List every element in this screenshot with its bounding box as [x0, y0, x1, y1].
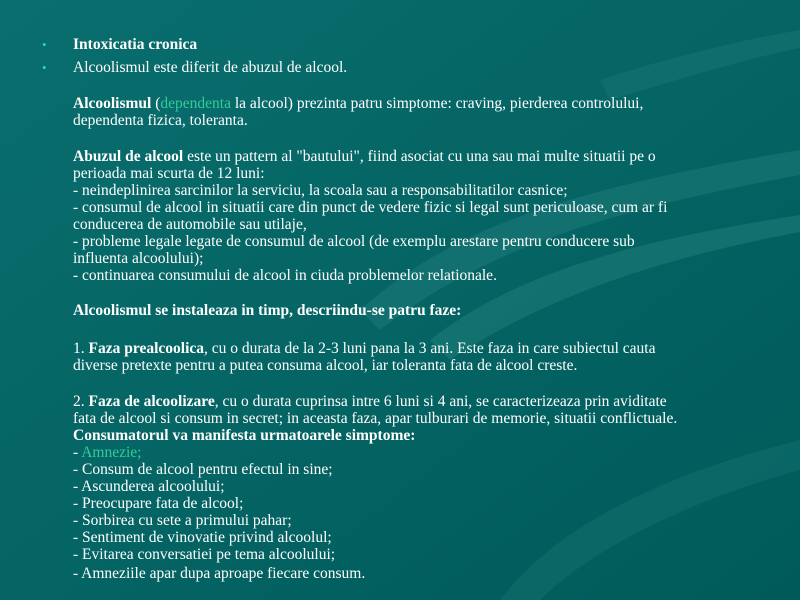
abuz-term: Abuzul de alcool: [73, 148, 184, 165]
phase1-number: 1.: [73, 340, 89, 357]
alcoolism-definition-line2: dependenta fizica, toleranta.: [73, 112, 248, 129]
abuz-line8: - continuarea consumului de alcool in ciuda problemelor relationale.: [73, 267, 497, 284]
phase1-rest: , cu o durata de la 2-3 luni pana la 3 ani. Este faza in care subiectul cauta: [204, 340, 656, 357]
phase2-term: Faza de alcoolizare: [88, 393, 215, 410]
symptom-item: - Sentiment de vinovatie privind alcoolul;: [73, 529, 332, 546]
phase1-line2: diverse pretexte pentru a putea consuma alcool, iar toleranta fata de alcool creste.: [73, 357, 578, 374]
phase1-line1: [73, 340, 655, 358]
symptom-item: - Evitarea conversatiei pe tema alcoolului;: [73, 546, 336, 563]
abuz-line4: - consumul de alcool in situatii care din punct de vedere fizic si legal sunt periculoase, cum ar fi: [73, 199, 668, 216]
bullet-dot-icon: •: [42, 37, 47, 52]
phase2-line3: Consumatorul va manifesta urmatoarele simptome:: [73, 427, 416, 444]
symptom-item: - Consum de alcool pentru efectul in sine;: [73, 461, 333, 478]
symptom-amnezie: [73, 444, 141, 462]
symptom-item: - Preocupare fata de alcool;: [73, 495, 244, 512]
bullet-dot-icon: •: [42, 60, 47, 75]
amnezie-highlight: Amnezie;: [81, 444, 142, 461]
phase2-rest: , cu o durata cuprinsa intre 6 luni si 4 ani, se caracterizeaza prin aviditate: [214, 393, 667, 410]
abuz-definition-rest: este un pattern al "bautului", fiind asociat cu una sau mai multe situatii pe o: [183, 148, 656, 165]
abuz-line7: influenta alcoolului);: [73, 250, 204, 267]
alcoolism-definition-line1: [73, 95, 643, 113]
phase2-line1: [73, 393, 667, 411]
bullet-intoxicatia-cronica: Intoxicatia cronica: [73, 36, 198, 53]
phases-heading: Alcoolismul se instaleaza in timp, descriindu-se patru faze:: [73, 302, 462, 319]
abuz-line1: [73, 148, 656, 166]
abuz-line3: - neindeplinirea sarcinilor la serviciu, la scoala sau a responsabilitatilor casnice;: [73, 182, 568, 199]
alcoolism-term: Alcoolismul: [73, 95, 152, 112]
alcoolism-definition-rest: la alcool) prezinta patru simptome: craving, pierderea controlului,: [231, 95, 644, 112]
symptom-item: - Amneziile apar dupa aproape fiecare consum.: [73, 565, 366, 582]
symptom-item: - Ascunderea alcoolului;: [73, 478, 225, 495]
phase2-number: 2.: [73, 393, 89, 410]
dash: -: [73, 444, 82, 461]
phase1-term: Faza prealcoolica: [88, 340, 205, 357]
phase2-line2: fata de alcool si consum in secret; in aceasta faza, apar tulburari de memorie, situatii conflictuale.: [73, 410, 678, 427]
bullet-alcoolism-diferit: Alcoolismul este diferit de abuzul de alcool.: [73, 59, 348, 76]
dependenta-highlight: dependenta: [160, 95, 231, 112]
abuz-line6: - probleme legale legate de consumul de alcool (de exemplu arestare pentru conducere sub: [73, 233, 635, 250]
abuz-line2: perioada mai scurta de 12 luni:: [73, 165, 265, 182]
abuz-line5: conducerea de automobile sau utilaje,: [73, 216, 307, 233]
symptom-item: - Sorbirea cu sete a primului pahar;: [73, 512, 292, 529]
open-paren: (: [155, 95, 161, 112]
